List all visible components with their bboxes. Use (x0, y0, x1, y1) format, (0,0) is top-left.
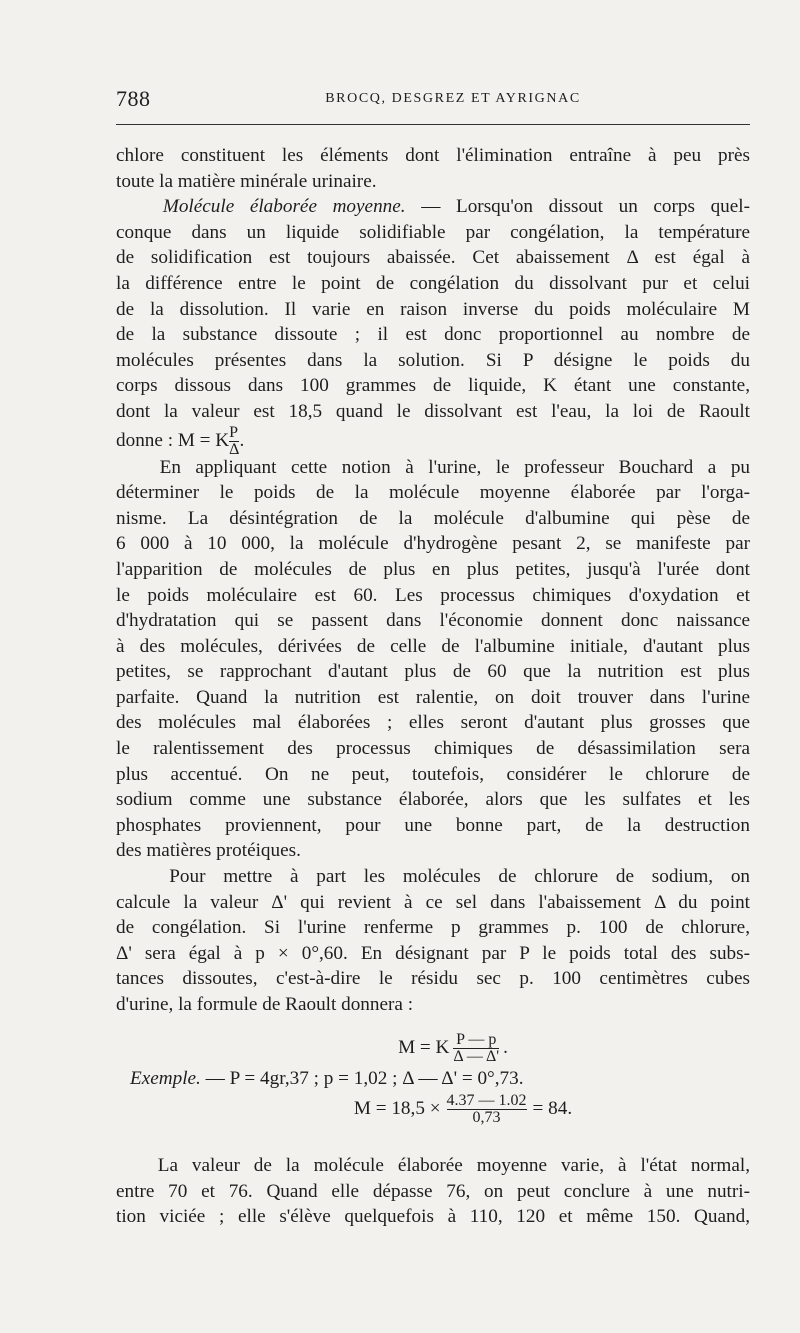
text-line (116, 194, 750, 220)
text-line: des molécules mal élaborées ; elles seront d'autant plus grosses que (116, 712, 750, 734)
text-line: 6 000 à 10 000, la molécule d'hydrogène pesant 2, se manifeste par (116, 533, 750, 555)
fraction-denominator: 0,73 (447, 1109, 527, 1126)
text-line: de congélation. Si l'urine renferme p grammes p. 100 de chlorure, (116, 917, 750, 939)
text-segment: La valeur de la molécule élaborée moyenne varie, à l'état normal, (157, 1155, 751, 1177)
text-line: plus accentué. On ne peut, toutefois, considérer le chlorure de (116, 763, 750, 785)
header-rule (116, 124, 750, 125)
text-line: des matières protéiques. (116, 840, 301, 862)
text-segment: En appliquant cette notion à l'urine, le professeur Bouchard a pu (159, 456, 751, 478)
formula-prefix: M = K (398, 1036, 450, 1058)
paragraph-3 (116, 455, 750, 865)
text-line: phosphates proviennent, pour une bonne part, de la destruction (116, 814, 750, 836)
text-line: parfaite. Quand la nutrition est ralentie, on doit trouver dans l'urine (116, 686, 750, 708)
text-line: entre 70 et 76. Quand elle dépasse 76, on peut conclure à une nutri- (116, 1180, 750, 1202)
paragraph-1 (116, 143, 750, 194)
fraction-numerator: 4.37 — 1.02 (446, 1092, 527, 1110)
text-line: la différence entre le point de congélation du dissolvant pur et celui (116, 272, 750, 294)
formula-fraction (441, 1093, 533, 1126)
text-line: conque dans un liquide solidifiable par congélation, la température (116, 221, 750, 243)
formula-prefix: donne : M = K (116, 429, 230, 451)
page-number: 788 (116, 86, 151, 111)
formula-fraction (229, 425, 239, 458)
text-line: sodium comme une substance élaborée, alors que les sulfates et les (116, 789, 750, 811)
paragraph-5 (116, 1153, 750, 1230)
text-line: à des molécules, dérivées de celle de l'albumine initiale, d'autant plus (116, 635, 750, 657)
formula-suffix: = 84. (532, 1098, 573, 1120)
example-label: Exemple. (130, 1067, 201, 1089)
text-line: Δ' sera égal à p × 0°,60. En désignant par P le poids total des subs- (116, 942, 750, 964)
text-line: nisme. La désintégration de la molécule d'albumine qui pèse de (116, 507, 750, 529)
text-line (116, 455, 750, 481)
text-line: l'apparition de molécules de plus en plus petites, jusqu'à l'urée dont (116, 558, 750, 580)
paragraph-4 (116, 864, 750, 1018)
fraction-denominator: Δ — Δ' (453, 1047, 500, 1065)
formula-suffix: . (503, 1036, 508, 1058)
fraction-numerator: P (229, 423, 239, 441)
section-lead: — Lorsqu'on dissout un corps quel- (405, 196, 750, 218)
text-line: corps dissous dans 100 grammes de liquide, K étant une constante, (116, 375, 750, 397)
text-line (116, 864, 750, 890)
fraction-denominator: Δ (229, 440, 240, 458)
text-line: molécules présentes dans la solution. Si P désigne le poids du (116, 349, 750, 371)
paragraph-2 (116, 194, 750, 458)
text-line: d'urine, la formule de Raoult donnera : (116, 994, 414, 1015)
section-title: Molécule élaborée moyenne. (162, 196, 406, 218)
raoult-formula-line (116, 423, 750, 458)
text-line: chlore constituent les éléments dont l'élimination entraîne à peu près (116, 145, 750, 166)
text-line: de la substance dissoute ; il est donc proportionnel au nombre de (116, 324, 750, 346)
text-line: calcule la valeur Δ' qui revient à ce sel dans l'abaissement Δ du point (116, 891, 750, 913)
page-header (116, 86, 750, 116)
text-line: toute la matière minérale urinaire. (116, 170, 377, 192)
formula-fraction (449, 1032, 503, 1065)
text-line: d'hydratation qui se passent dans l'économie donnent donc naissance (116, 610, 750, 632)
formula-prefix: M = 18,5 × (353, 1098, 441, 1120)
text-line: déterminer le poids de la molécule moyenne élaborée par l'orga- (116, 482, 750, 504)
text-line: le poids moléculaire est 60. Les processus chimiques d'oxydation et (116, 584, 750, 606)
text-segment: Pour mettre à part les molécules de chlorure de sodium, on (169, 866, 751, 888)
formula-general (116, 1030, 750, 1066)
text-line: le ralentissement des processus chimiques de désassimilation sera (116, 738, 750, 760)
text-line: tion viciée ; elle s'élève quelquefois à 110, 120 et même 150. Quand, (116, 1206, 750, 1228)
text-line: dont la valeur est 18,5 quand le dissolvant est l'eau, la loi de Raoult (116, 400, 750, 422)
body-text (116, 143, 750, 1230)
text-line: de solidification est toujours abaissée. Cet abaissement Δ est égal à (116, 247, 750, 269)
example-text: — P = 4gr,37 ; p = 1,02 ; Δ — Δ' = 0°,73. (200, 1067, 524, 1089)
text-line: de la dissolution. Il varie en raison inverse du poids moléculaire M (116, 298, 750, 320)
text-line (116, 1153, 750, 1179)
example-line (116, 1066, 750, 1092)
fraction-numerator: P — p (456, 1030, 497, 1048)
text-line: tances dissoutes, c'est-à-dire le résidu sec p. 100 centimètres cubes (116, 968, 750, 990)
formula-suffix: . (239, 429, 245, 451)
text-line: petites, se rapprochant d'autant plus de 60 que la nutrition est plus (116, 661, 750, 683)
running-head: BROCQ, DESGREZ ET AYRIGNAC (325, 91, 581, 106)
formula-numeric (116, 1091, 750, 1127)
